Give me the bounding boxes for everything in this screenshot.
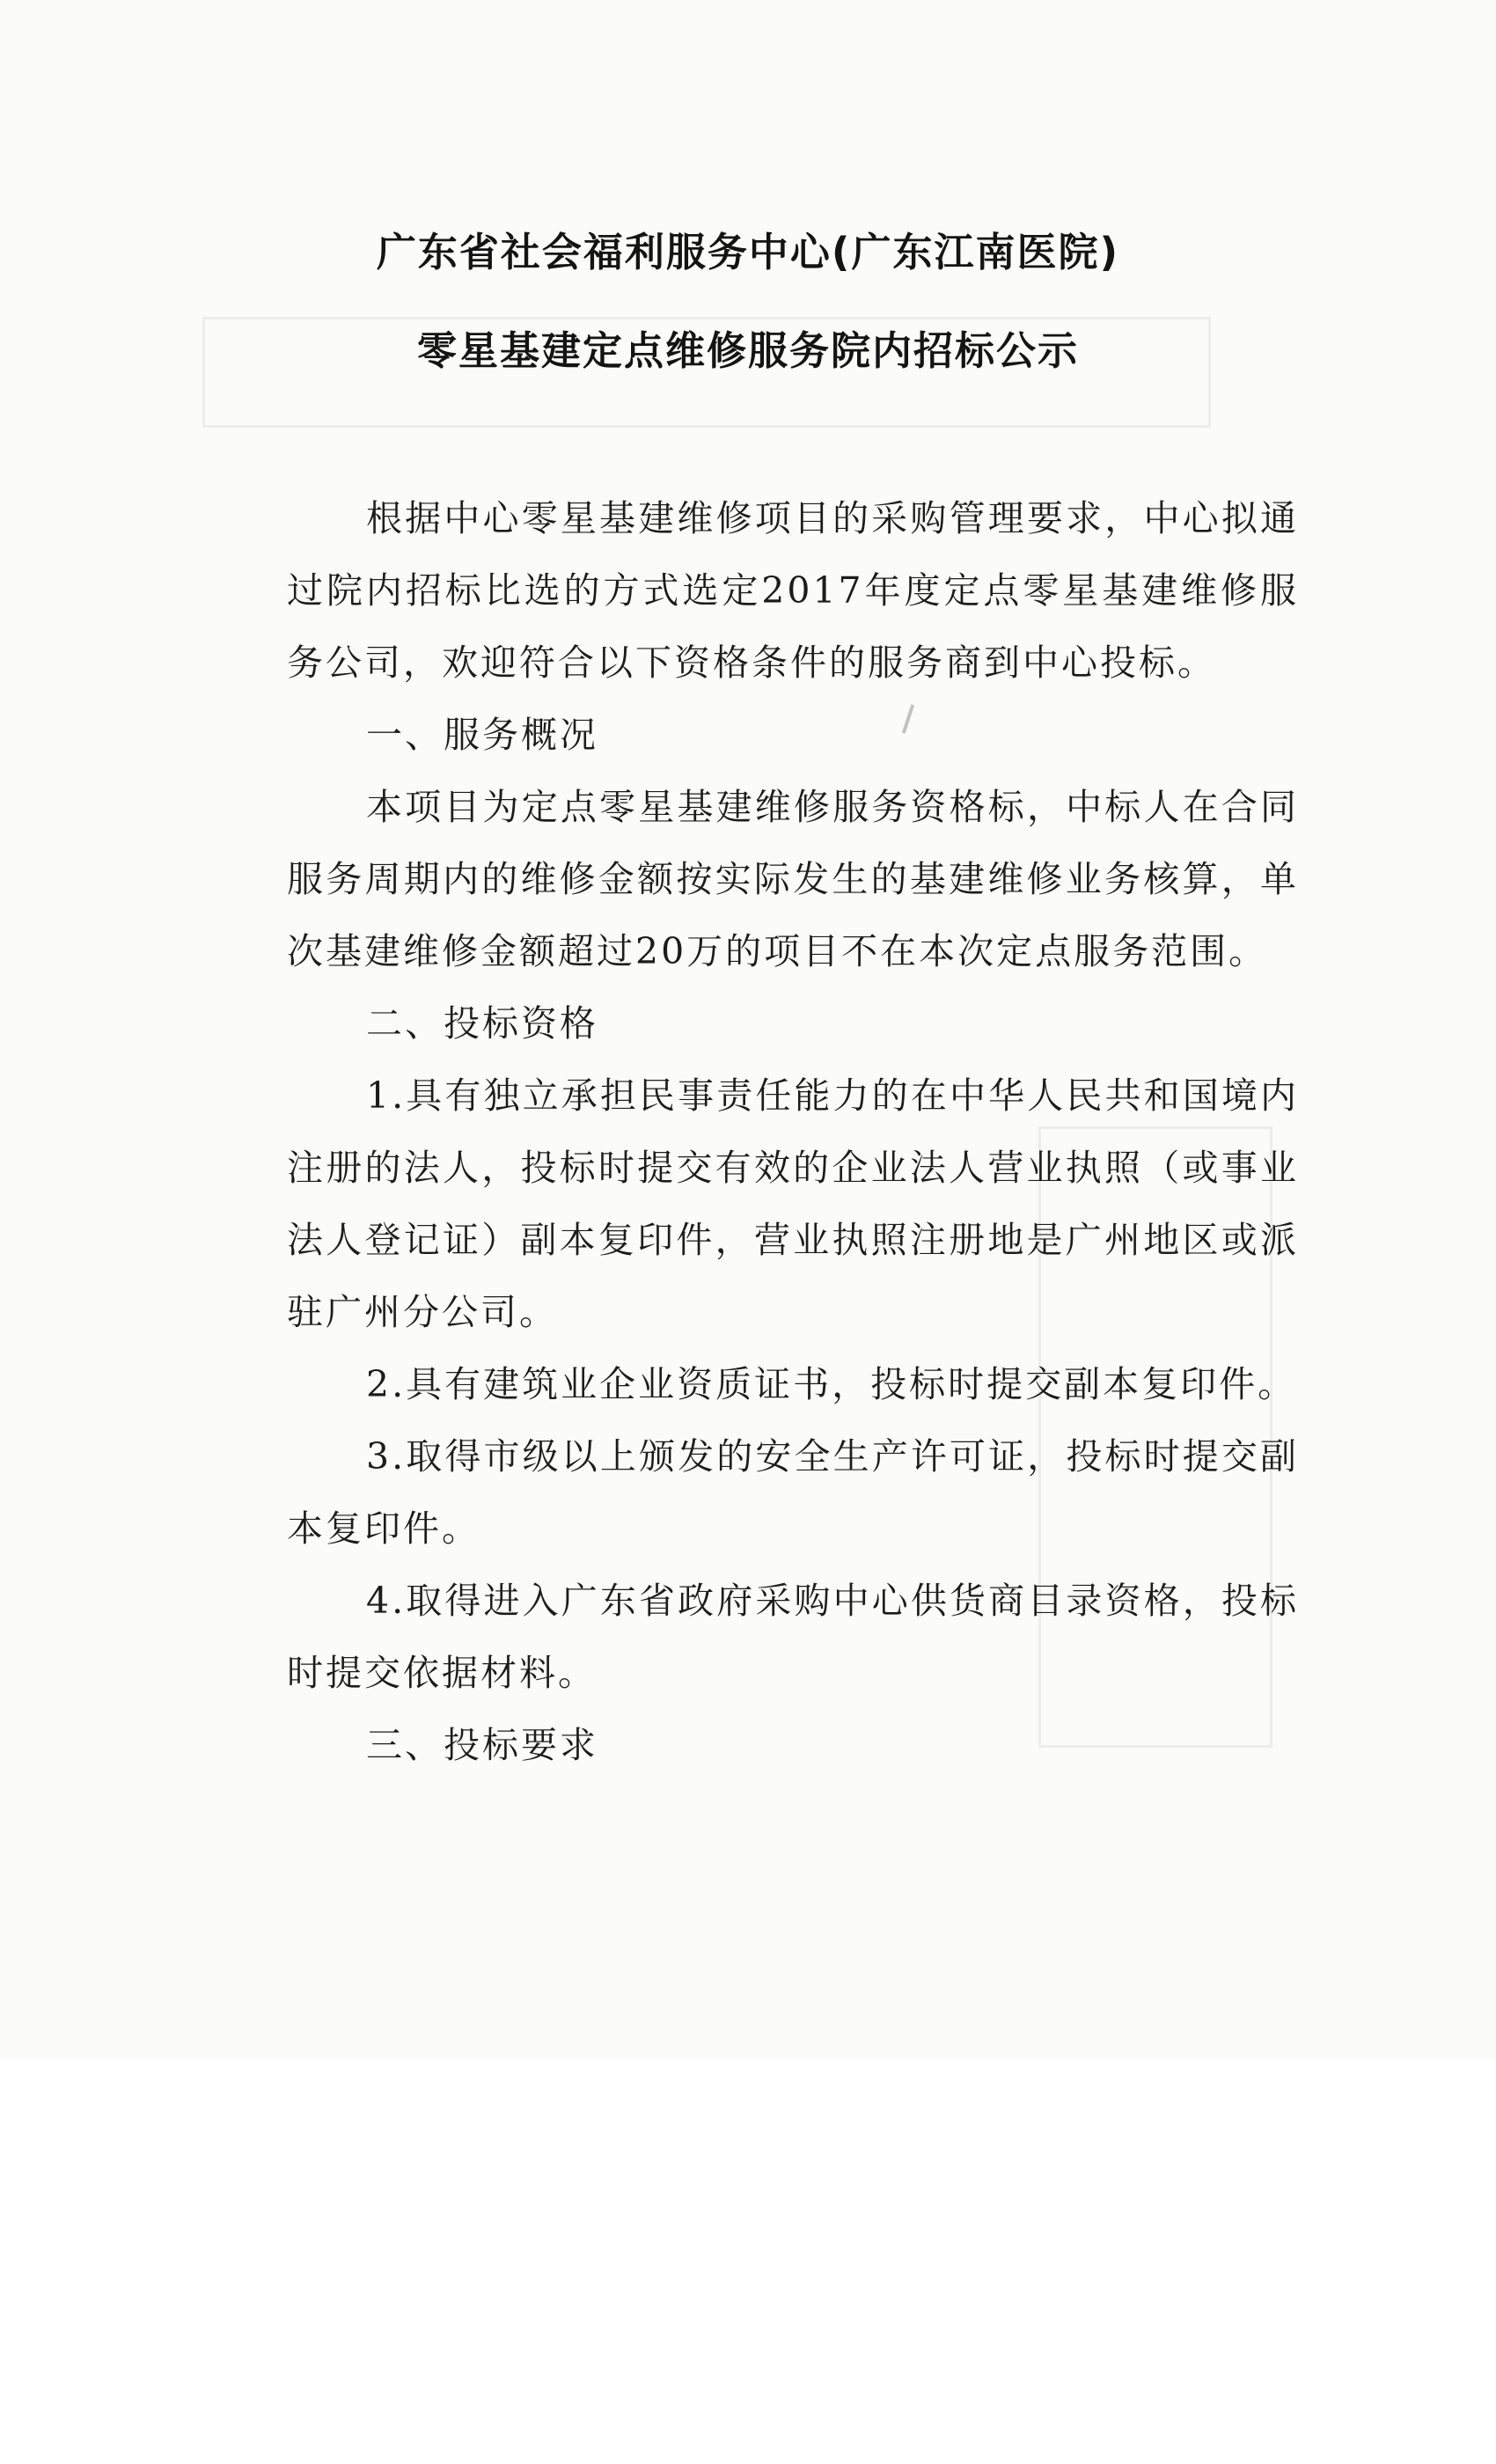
intro-paragraph: 根据中心零星基建维修项目的采购管理要求，中心拟通过院内招标比选的方式选定2017年度定点零星基建维修服务公司，欢迎符合以下资格条件的服务商到中心投标。 [287, 497, 1299, 684]
section1-heading: 一、服务概况 [366, 714, 598, 756]
document-title-line2: 零星基建定点维修服务院内招标公示 [416, 327, 1079, 374]
qualification-item-3: 3.取得市级以上颁发的安全生产许可证，投标时提交副本复印件。 [287, 1435, 1299, 1550]
qualification-item-2: 2.具有建筑业企业资质证书，投标时提交副本复印件。 [366, 1363, 1297, 1405]
qualification-item-4: 4.取得进入广东省政府采购中心供货商目录资格，投标时提交依据材料。 [287, 1580, 1299, 1694]
section2-heading: 二、投标资格 [366, 1002, 598, 1045]
document-body [287, 482, 1299, 1781]
document-title-line1: 广东省社会福利服务中心(广东江南医院) [376, 229, 1120, 275]
blank-area [0, 2059, 1496, 2464]
section1-paragraph: 本项目为定点零星基建维修服务资格标，中标人在合同服务周期内的维修金额按实际发生的基建维修业务核算，单次基建维修金额超过20万的项目不在本次定点服务范围。 [287, 786, 1299, 972]
qualification-item-1: 1.具有独立承担民事责任能力的在中华人民共和国境内注册的法人，投标时提交有效的企业法人营业执照（或事业法人登记证）副本复印件，营业执照注册地是广州地区或派驻广州分公司。 [287, 1074, 1299, 1333]
section3-heading: 三、投标要求 [366, 1724, 598, 1766]
